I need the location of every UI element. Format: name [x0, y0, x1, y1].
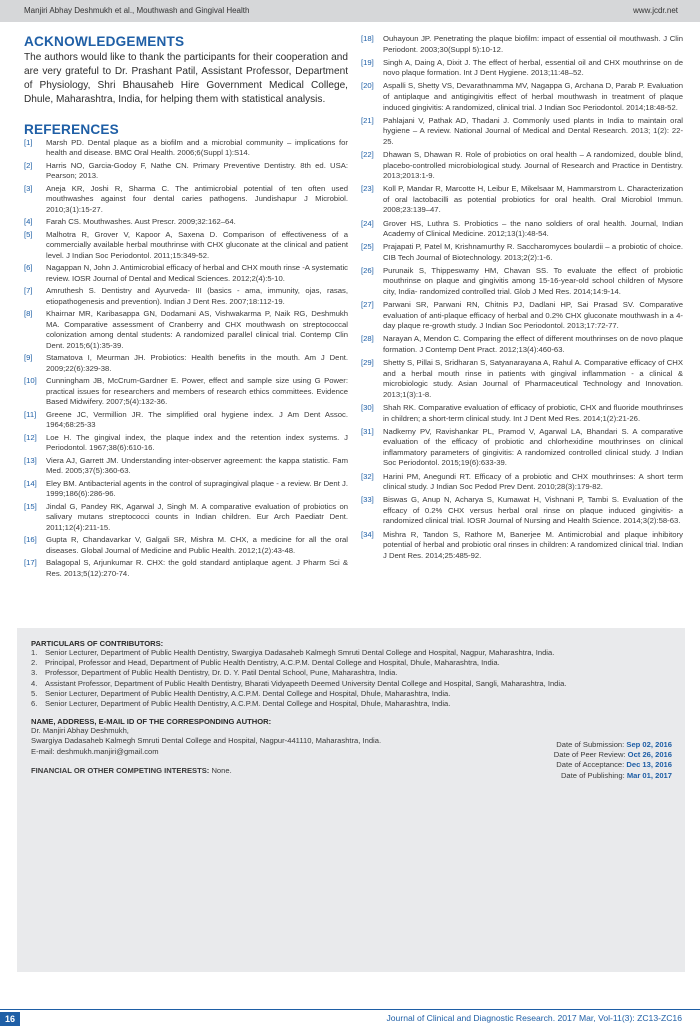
reference-text: Biswas G, Anup N, Acharya S, Kumawat H, Vishnani P, Tambi S. Evaluation of the effcacy of 0.2% CHX versus herbal oral rinse on plaque induced gingivitis- a randomized clinical trial. IOSR Journal of Nursing and Health Science. 2014;3(2):58-63.	[383, 495, 683, 526]
reference-number: [33]	[361, 495, 374, 505]
reference-number: [3]	[24, 183, 33, 193]
reference-item	[24, 161, 348, 182]
running-header-journal-url: www.jcdr.net	[633, 6, 678, 15]
reference-number: [34]	[361, 529, 374, 539]
reference-text: Stamatova I, Meurman JH. Probiotics: Health benefits in the mouth. Am J Dent. 2009;22(6):329-38.	[46, 353, 348, 373]
reference-number: [4]	[24, 217, 33, 227]
running-header-authors: Manjiri Abhay Deshmukh et al., Mouthwash and Gingival Health	[24, 6, 250, 15]
reference-number: [5]	[24, 229, 33, 239]
contributor-text: Principal, Professor and Head, Department of Public Health Dentistry, A.C.P.M. Dental College and Hospital, Dhule, Maharashtra, India.	[45, 658, 500, 668]
reference-number: [24]	[361, 218, 374, 228]
reference-item	[361, 219, 683, 240]
reference-text: Singh A, Daing A, Dixit J. The effect of herbal, essential oil and CHX mouthrinse on de novo plaque formation. Int J Dent Hygiene. 2013;11:48–52.	[383, 57, 683, 78]
reference-number: [12]	[24, 432, 37, 442]
reference-number: [19]	[361, 57, 374, 67]
reference-number: [32]	[361, 471, 374, 481]
contributor-text: Senior Lecturer, Department of Public Health Dentistry, A.C.P.M. Dental College and Hospital, Dhule, Maharashtra, India.	[45, 688, 451, 698]
reference-number: [27]	[361, 300, 374, 310]
reference-item	[361, 358, 683, 400]
reference-item	[361, 58, 683, 79]
reference-text: Prajapati P, Patel M, Krishnamurthy R. Saccharomyces boulardii – a probiotic of choice. CIB Tech Journal of Biotechnology. 2013;2(2):1-6.	[383, 242, 683, 262]
reference-text: Greene JC, Vermillion JR. The simplified oral hygiene index. J Am Dent Assoc. 1964;68:25-33	[46, 409, 348, 430]
date-label: Date of Submission:	[556, 740, 625, 749]
date-value: Sep 02, 2016	[626, 740, 672, 749]
reference-text: Balagopal S, Arjunkumar R. CHX: the gold standard antiplaque agent. J Pharm Sci & Res. 2013;5(12):270-74.	[46, 558, 348, 578]
reference-item	[24, 456, 348, 477]
date-row	[554, 771, 672, 781]
publication-dates	[554, 740, 672, 781]
reference-item	[24, 286, 348, 307]
reference-text: Harini PM, Anegundi RT. Efficacy of a probiotic and CHX mouthrinses: A short term clinical study. J Indian Soc Pedod Prev Dent. 2010;28(3):179-82.	[383, 471, 683, 492]
reference-item	[361, 266, 683, 298]
reference-item	[24, 217, 348, 228]
reference-text: Shah RK. Comparative evaluation of efficacy of probiotic, CHX and fluoride mouthrinses in children; a short-term clinical study. Int J Dent Med Res. 2014;1(2):21-26.	[383, 403, 683, 423]
journal-citation-footer: Journal of Clinical and Diagnostic Research. 2017 Mar, Vol-11(3): ZC13-ZC16	[386, 1013, 682, 1023]
reference-text: Parwani SR, Parwani RN, Chitnis PJ, Dadlani HP, Sai Prasad SV. Comparative evaluation of anti-plaque efficacy of herbal and 0.2% CHX gluconate mouthwash in a 4-day plaque re-growth study. J Indian Soc Periodontol. 2013;17:72-77.	[383, 300, 683, 331]
reference-number: [29]	[361, 358, 374, 368]
reference-number: [9]	[24, 353, 33, 363]
contributor-text: Senior Lecturer, Department of Public Health Dentistry, Swargiya Dadasaheb Kalmegh Smruti Dental College and Hospital, Nagpur, Maharashtra, India.	[45, 648, 555, 657]
reference-number: [18]	[361, 34, 374, 43]
article-details-box	[17, 628, 685, 972]
reference-item	[361, 403, 683, 424]
reference-text: Viera AJ, Garrett JM. Understanding inter-observer agreement: the kappa statistic. Fam Med. 2005;37(5):360-63.	[46, 455, 348, 476]
reference-number: [23]	[361, 184, 374, 194]
corresponding-author-heading: NAME, ADDRESS, E-MAIL ID OF THE CORRESPONDING AUTHOR:	[31, 717, 272, 727]
reference-item	[24, 138, 348, 159]
date-label: Date of Acceptance:	[556, 760, 625, 770]
contributor-number: 5.	[31, 688, 38, 698]
reference-number: [6]	[24, 263, 33, 273]
date-label: Date of Publishing:	[560, 770, 625, 780]
reference-text: Malhotra R, Grover V, Kapoor A, Saxena D. Comparison of effectiveness of a commercially available herbal mouthrinse with CHX gluconate at the clinical and patient level. J Indian Soc Periodontol. 2011;15:349-52.	[46, 229, 348, 260]
reference-text: Cunningham JB, McCrum-Gardner E. Power, effect and sample size using G Power: practical issues for researchers and members of research ethics committees. Evidence Based Midwifery. 2007;5(4):132-36.	[46, 376, 348, 407]
reference-number: [1]	[24, 137, 33, 147]
acknowledgements-text: The authors would like to thank the participants for their cooperation and are very grateful to Dr. Prashant Patil, Assistant Professor, Department of Physiology, Shri Bhausaheb Hire Government Medical College, Dhule, Maharashtra, India, for helping them with statistical analysis.	[24, 52, 348, 105]
references-list-left	[24, 138, 348, 580]
reference-text: Nagappan N, John J. Antimicrobial efficacy of herbal and CHX mouth rinse -A systematic review. IOSR Journal of Dental and Medical Sciences. 2012;2(4):5-10.	[46, 263, 348, 283]
contributor-number: 2.	[31, 658, 38, 668]
date-value: Dec 13, 2016	[626, 760, 672, 770]
reference-item	[24, 376, 348, 408]
reference-item	[361, 495, 683, 527]
reference-item	[361, 116, 683, 148]
running-header	[0, 0, 700, 22]
reference-item	[24, 263, 348, 284]
reference-item	[24, 535, 348, 556]
contributor-item	[31, 648, 677, 658]
reference-number: [16]	[24, 535, 37, 545]
contributor-number: 6.	[31, 699, 38, 709]
reference-text: Farah CS. Mouthwashes. Aust Prescr. 2009;32:162–64.	[46, 217, 236, 227]
reference-number: [2]	[24, 160, 33, 170]
acknowledgements-heading: ACKNOWLEDGEMENTS	[24, 34, 185, 49]
date-row	[554, 740, 672, 750]
reference-item	[24, 309, 348, 351]
reference-number: [8]	[24, 309, 33, 319]
author-name: Dr. Manjiri Abhay Deshmukh,	[31, 726, 129, 736]
reference-text: Purunaik S, Thippeswamy HM, Chavan SS. To evaluate the effect of probiotic mouthrinse on plaque and gingivitis among 15-16-year-old school children of Mysore city, India- randomized controlled trial. Glob J Med Res. 2014;14:9-14.	[383, 265, 683, 297]
reference-number: [17]	[24, 558, 37, 568]
date-value: Mar 01, 2017	[626, 770, 672, 780]
contributors-list	[31, 648, 677, 709]
reference-number: [31]	[361, 426, 374, 436]
reference-item	[361, 242, 683, 263]
reference-text: Narayan A, Mendon C. Comparing the effect of different mouthrinses on de novo plaque formation. J Contemp Dent Pract. 2012;13(4):460-63.	[383, 334, 683, 355]
reference-number: [15]	[24, 501, 37, 511]
reference-item	[24, 502, 348, 534]
reference-text: Dhawan S, Dhawan R. Role of probiotics on oral health – A randomized, double blind, placebo-controlled microbiological study. Journal of Research and Practice in Dentistry. 2013;2013:1-9.	[383, 149, 683, 181]
left-column	[24, 34, 348, 581]
reference-item	[361, 472, 683, 493]
reference-text: Koll P, Mandar R, Marcotte H, Leibur E, Mikelsaar M, Hammarstrom L. Characterization of oral lactobacilli as potential probiotics for oral health. Oral Microbiol Immun. 2008;23:139–47.	[383, 184, 683, 215]
reference-number: [13]	[24, 455, 37, 465]
reference-text: Eley BM. Antibacterial agents in the control of supragingival plaque - a review. Br Dent J. 1999;186(6):286-96.	[46, 478, 348, 499]
reference-item	[361, 34, 683, 55]
contributor-item	[31, 668, 677, 678]
date-row	[554, 760, 672, 770]
contributor-text: Assistant Professor, Department of Public Health Dentistry, Bharati Vidyapeeth Deemed University Dental College and Hospital, Sangli, Maharashtra, India.	[45, 678, 567, 688]
reference-item	[24, 184, 348, 216]
footer-rule	[0, 1009, 700, 1010]
reference-item	[361, 530, 683, 562]
reference-item	[361, 81, 683, 113]
reference-item	[24, 558, 348, 579]
reference-text: Marsh PD. Dental plaque as a biofilm and a microbial community – implications for health and disease. BMC Oral Health. 2006;6(Suppl 1):S14.	[46, 137, 348, 158]
contributor-text: Professor, Department of Public Health Dentistry, Dr. D. Y. Patil Dental School, Pune, Maharashtra, India.	[45, 668, 398, 678]
reference-number: [21]	[361, 115, 374, 125]
date-value: Oct 26, 2016	[627, 750, 672, 760]
reference-item	[24, 433, 348, 454]
reference-item	[361, 334, 683, 355]
references-list-right	[361, 34, 683, 561]
contributor-item	[31, 658, 677, 668]
reference-number: [22]	[361, 149, 374, 159]
date-label: Date of Peer Review:	[553, 750, 626, 760]
reference-item	[24, 230, 348, 262]
contributor-item	[31, 699, 677, 709]
reference-text: Aneja KR, Joshi R, Sharma C. The antimicrobial potential of ten often used mouthwashes against four dental caries pathogens. Jundishapur J Microbiol. 2010;3(1):15-27.	[46, 183, 348, 214]
reference-number: [7]	[24, 286, 33, 296]
contributor-text: Senior Lecturer, Department of Public Health Dentistry, A.C.P.M. Dental College and Hospital, Dhule, Maharashtra, India.	[45, 699, 451, 709]
references-heading: REFERENCES	[24, 121, 119, 137]
contributor-item	[31, 689, 677, 699]
competing-interests-value: None.	[211, 765, 232, 775]
author-email: E-mail: deshmukh.manjiri@gmail.com	[31, 746, 159, 756]
reference-number: [30]	[361, 403, 374, 412]
author-address: Swargiya Dadasaheb Kalmegh Smruti Dental College and Hospital, Nagpur-441110, Maharashtra, India.	[31, 736, 382, 746]
reference-item	[361, 300, 683, 332]
page-number: 16	[0, 1012, 20, 1026]
reference-item	[361, 184, 683, 216]
reference-text: Gupta R, Chandavarkar V, Galgali SR, Mishra M. CHX, a medicine for all the oral diseases. Global Journal of Medicine and Public Health. 2012;1(2):43-48.	[46, 535, 348, 555]
reference-text: Amruthesh S. Dentistry and Ayurveda- III (basics - ama, immunity, ojas, rasas, etiopathogenesis and prevention). Indian J Dent Res. 2007;18:112-19.	[46, 286, 348, 306]
contributors-heading: PARTICULARS OF CONTRIBUTORS:	[31, 639, 164, 648]
reference-item	[24, 410, 348, 431]
reference-text: Jindal G, Pandey RK, Agarwal J, Singh M. A comparative evaluation of probiotics on salivary mutans streptococci counts in Indian children. Eur Arch Paediatr Dent. 2011;12(4):211-15.	[46, 501, 348, 532]
reference-number: [11]	[24, 409, 37, 419]
contributor-number: 3.	[31, 668, 38, 678]
reference-text: Nadkerny PV, Ravishankar PL, Pramod V, Agarwal LA, Bhandari S. A comparative evaluation of the efficacy of probiotic and chlorhexidine mouthrinses on clinical inflammatory parameters of gingivitis: A randomized controlled clinical study. J Indian Soc Periodontol. 2015;19(6):633-39.	[383, 426, 683, 468]
reference-text: Shetty S, Pillai S, Sridharan S, Satyanarayana A, Rahul A. Comparative efficacy of CHX and a herbal mouth rinse in patients with gingival inflammation - a clinical & microbiologic study. Asian Journal of Pharmaceutical Technology and Innovation. 2013;1(3):1-8.	[383, 358, 683, 399]
reference-number: [25]	[361, 242, 374, 252]
reference-item	[361, 427, 683, 469]
reference-text: Ouhayoun JP. Penetrating the plaque biofilm: impact of essential oil mouthwash. J Clin Periodont. 2003;30(Suppl 5):10-12.	[383, 34, 683, 54]
date-row	[554, 750, 672, 760]
reference-number: [28]	[361, 334, 374, 344]
competing-interests-label: FINANCIAL OR OTHER COMPETING INTERESTS:	[31, 765, 210, 775]
reference-text: Khairnar MR, Karibasappa GN, Dodamani AS, Vishwakarma P, Naik RG, Deshmukh MA. Comparative assessment of Cranberry and CHX mouthwash on streptococcal colonization among dental students: A randomized parallel clinical trial. Contemp Clin Dent. 2015;6(1):35-39.	[46, 309, 348, 350]
reference-text: Mishra R, Tandon S, Rathore M, Banerjee M. Antimicrobial and plaque inhibitory potential of herbal and probiotic oral rinses in children: A randomized clinical trial. Indian J Dent Res. 2014;25:485-92.	[383, 529, 683, 560]
contributor-item	[31, 679, 677, 689]
reference-text: Aspalli S, Shetty VS, Devarathnamma MV, Nagappa G, Archana D, Parab P. Evaluation of antiplaque and antigingivitis effect of herbal mouthwash in treatment of plaque induced gingivitis: A randomized, clinical trial. J Indian Soc Periodontol. 2014;18:48-52.	[383, 81, 683, 112]
reference-text: Grover HS, Luthra S. Probiotics – the nano soldiers of oral health. Journal, Indian Academy of Clinical Medicine. 2012;13(1):48-54.	[383, 218, 683, 239]
reference-text: Harris NO, Garcia-Godoy F, Nathe CN. Primary Preventive Dentistry. 8th ed. USA: Pearson; 2013.	[46, 160, 348, 181]
reference-item	[24, 479, 348, 500]
contributor-number: 4.	[31, 678, 38, 688]
reference-item	[24, 353, 348, 374]
reference-text: Loe H. The gingival index, the plaque index and the retention index systems. J Periodontol. 1967;38(6):610-16.	[46, 432, 348, 453]
reference-number: [26]	[361, 265, 374, 275]
reference-item	[361, 150, 683, 182]
right-column	[361, 34, 683, 564]
reference-number: [20]	[361, 81, 374, 91]
contributor-number: 1.	[31, 648, 38, 657]
reference-text: Pahlajani V, Pathak AD, Thadani J. Commonly used plants in India to maintain oral hygiene – A review. National Journal of Medical and Dental Research. 2013; 1(2): 22-25.	[383, 115, 683, 146]
reference-number: [14]	[24, 478, 37, 488]
reference-number: [10]	[24, 376, 37, 386]
